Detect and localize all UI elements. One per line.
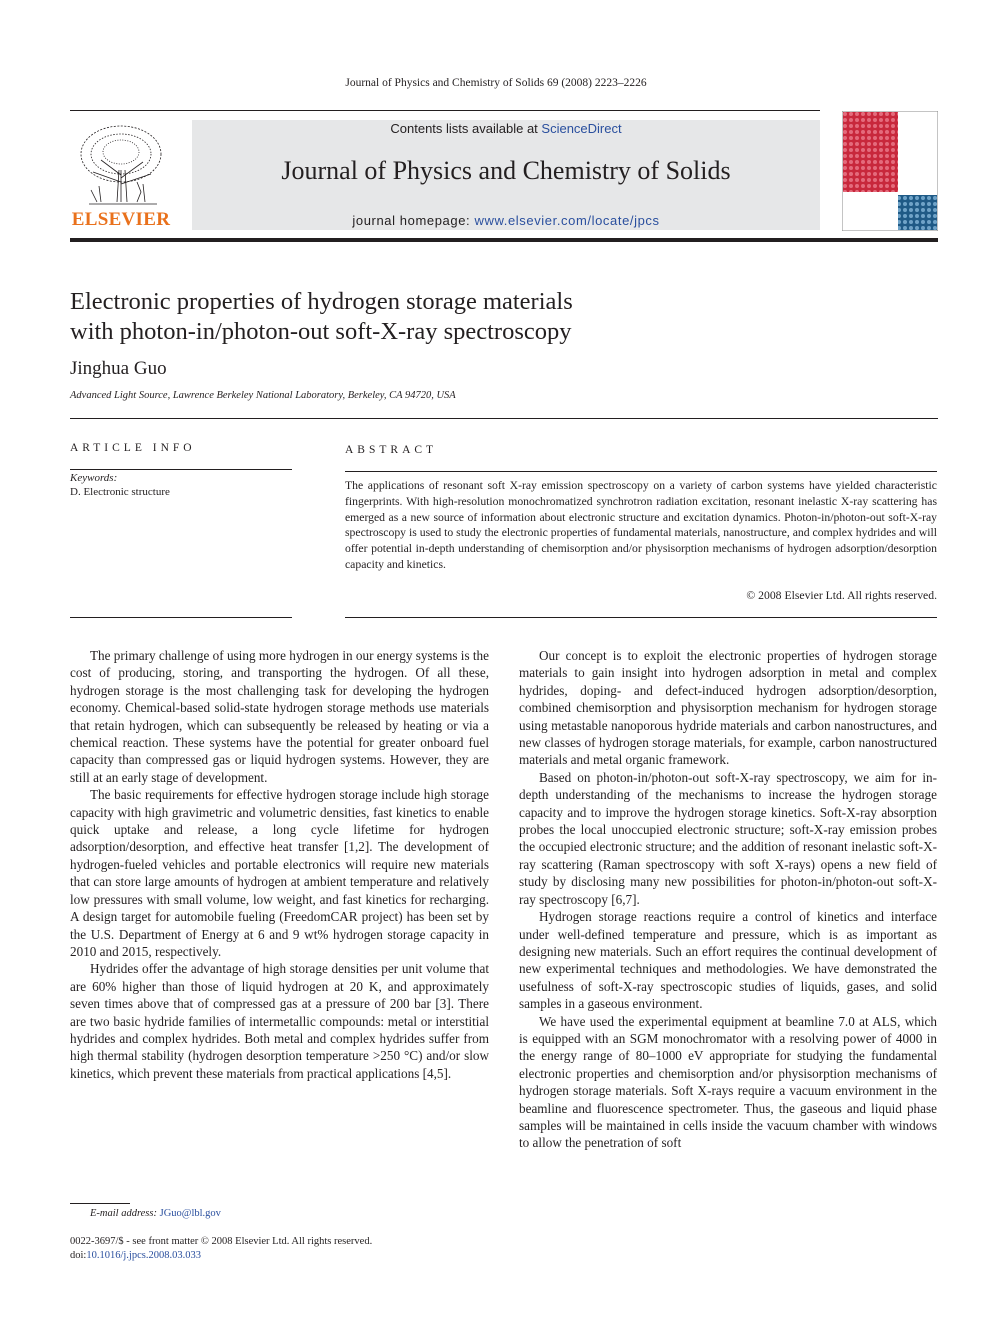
body-paragraph: Our concept is to exploit the electronic properties of hydrogen storage materials to gain insight into hydrogen adsorption in metal and complex hydrides, doping- and defect-induced hydrogen adsorption/desorption, combined chemisorption and physisorption mechanism for hydrogen storage using metastable nanoporous hydride materials and carbon nanostructures, and new classes of hydrogen storage materials, for example, carbon nanostructured materials and metal organic framework.: [519, 648, 937, 768]
affiliation: Advanced Light Source, Lawrence Berkeley National Laboratory, Berkeley, CA 94720, USA: [70, 390, 456, 401]
body-paragraph: We have used the experimental equipment at beamline 7.0 at ALS, which is equipped with an SGM monochromator with a resolving power of 4000 in the energy range of 80–1000 eV appropriate for studying the fundamental electronic properties and chemisorption and/or physisorption mechanisms of hydrogen storage materials. Soft X-rays require a vacuum environment in the beamline and fluorescence spectrometer. Thus, the gaseous and liquid phase samples will be maintained in cells inside the vacuum chamber with windows to allow the penetration of soft: [519, 1013, 937, 1151]
article-title: [70, 287, 690, 347]
homepage-link[interactable]: www.elsevier.com/locate/jpcs: [474, 213, 660, 228]
footnote-email: [90, 1208, 221, 1219]
doi-line: [70, 1250, 201, 1261]
contents-prefix: Contents lists available at: [390, 121, 542, 136]
doi-prefix: doi:: [70, 1250, 87, 1261]
homepage-prefix: journal homepage:: [352, 213, 475, 228]
title-bottom-rule: [70, 418, 938, 419]
body-paragraph: The basic requirements for effective hydrogen storage include high storage capacity with high gravimetric and volumetric densities, fast kinetics to enable quick uptake and release, a long cycle lifetime for hydrogen adsorption/desorption, and effective heat transfer [1,2]. The development of hydrogen-fueled vehicles and portable electronics will require new materials that can store large amounts of hydrogen at ambient temperature and relatively low pressures with small volume, low weight, and fast kinetics for recharging. A design target for automobile fueling (FreedomCAR project) has been set by the U.S. Department of Energy at 6 and 9 wt% hydrogen storage capacity in 2010 and 2015, respectively.: [70, 787, 489, 959]
header-thick-rule: [70, 238, 938, 242]
author-name: Jinghua Guo: [70, 358, 167, 379]
footnote-rule: [70, 1203, 130, 1204]
body-paragraph: Hydrides offer the advantage of high storage densities per unit volume that are 60% higher than those of liquid hydrogen at 20 K, and approximately seven times above that of compressed gas at a pressure of 200 bar [3]. There are two basic hydride families of intermetallic compounds: metal or interstitial hydrides and complex hydrides. Both metal and complex hydrides suffer from high thermal stability (hydrogen desorption temperature >250 °C) and/or slow kinetics, which prevent these materials from practical applications [4,5].: [70, 961, 489, 1081]
article-info-rule: [70, 469, 292, 470]
article-title-line-2: with photon-in/photon-out soft-X-ray spectroscopy: [70, 318, 572, 345]
journal-homepage: [192, 213, 820, 228]
email-label: E-mail address:: [90, 1208, 160, 1219]
issn-line: 0022-3697/$ - see front matter © 2008 Elsevier Ltd. All rights reserved.: [70, 1236, 373, 1247]
abstract-copyright: © 2008 Elsevier Ltd. All rights reserved.: [746, 589, 937, 602]
contents-line: [192, 121, 820, 136]
doi-link[interactable]: 10.1016/j.jpcs.2008.03.033: [86, 1250, 201, 1261]
journal-citation: Journal of Physics and Chemistry of Solids 69 (2008) 2223–2226: [345, 77, 647, 89]
body-paragraph: The primary challenge of using more hydrogen in our energy systems is the cost of producing, storing, and transporting the hydrogen. Of all these, hydrogen storage is the most challenging task for developing the hydrogen economy. Chemical-based solid-state hydrogen storage methods use materials that retain hydrogen, which can subsequently be released by heating or via a chemical reaction. These systems have the potential for greater onboard fuel capacity than compressed gas or liquid hydrogen systems. However, they are still at an early stage of development.: [70, 648, 489, 785]
article-info-heading: ARTICLE INFO: [70, 442, 196, 454]
article-info-bottom-rule: [70, 617, 292, 618]
body-column-left: [70, 647, 489, 1082]
keyword-item: D. Electronic structure: [70, 486, 170, 498]
email-link[interactable]: JGuo@lbl.gov: [159, 1208, 221, 1219]
header-top-rule: [70, 110, 820, 111]
article-title-line-1: Electronic properties of hydrogen storage materials: [70, 288, 573, 315]
sciencedirect-link[interactable]: ScienceDirect: [541, 121, 622, 136]
abstract-rule: [345, 471, 937, 472]
body-paragraph: Based on photon-in/photon-out soft-X-ray spectroscopy, we aim for in-depth understanding of the mechanisms to increase the hydrogen storage capacity and to improve the hydrogen storage kinetics. Soft-X-ray absorption probes the local unoccupied electronic structure; soft-X-ray emission probes the occupied electronic structure; and the addition of resonant inelastic soft-X-ray scattering (Raman spectroscopy with soft X-rays) opens a new field of study by disclosing many new possibilities for photon-in/photon-out soft-X-ray spectroscopy [6,7].: [519, 769, 937, 907]
abstract-text: The applications of resonant soft X-ray emission spectroscopy on a variety of carbon systems have yielded characteristic fingerprints. With high-resolution monochromatized synchrotron radiation excitation, resonant inelastic X-ray scattering has emerged as a new source of information about electronic structure and excitation dynamics. Photon-in/photon-out soft-X-ray spectroscopy is used to study the electronic properties of fundamental materials, nanostructure, and complex hydrides and will offer potential in-depth understanding of chemisorption and/or physisorption mechanisms of hydrogen adsorption/desorption capacity and kinetics.: [345, 479, 937, 571]
elsevier-logo-text: ELSEVIER: [71, 209, 171, 230]
body-column-right: [519, 647, 937, 1152]
keywords-label: Keywords:: [70, 472, 118, 484]
abstract-bottom-rule: [345, 617, 937, 618]
journal-cover-image: [842, 111, 938, 231]
journal-title: Journal of Physics and Chemistry of Solids: [281, 156, 731, 185]
elsevier-tree-logo: [71, 120, 171, 208]
body-paragraph: Hydrogen storage reactions require a control of kinetics and interface under well-defined temperature and pressure, which is as important as designing new materials. Such an effort requires the continual development of new experimental techniques and methodologies. We have demonstrated the usefulness of soft-X-ray spectroscopic studies of liquids, gases, and solid samples in a gaseous environment.: [519, 909, 937, 1012]
abstract-heading: ABSTRACT: [345, 444, 438, 456]
